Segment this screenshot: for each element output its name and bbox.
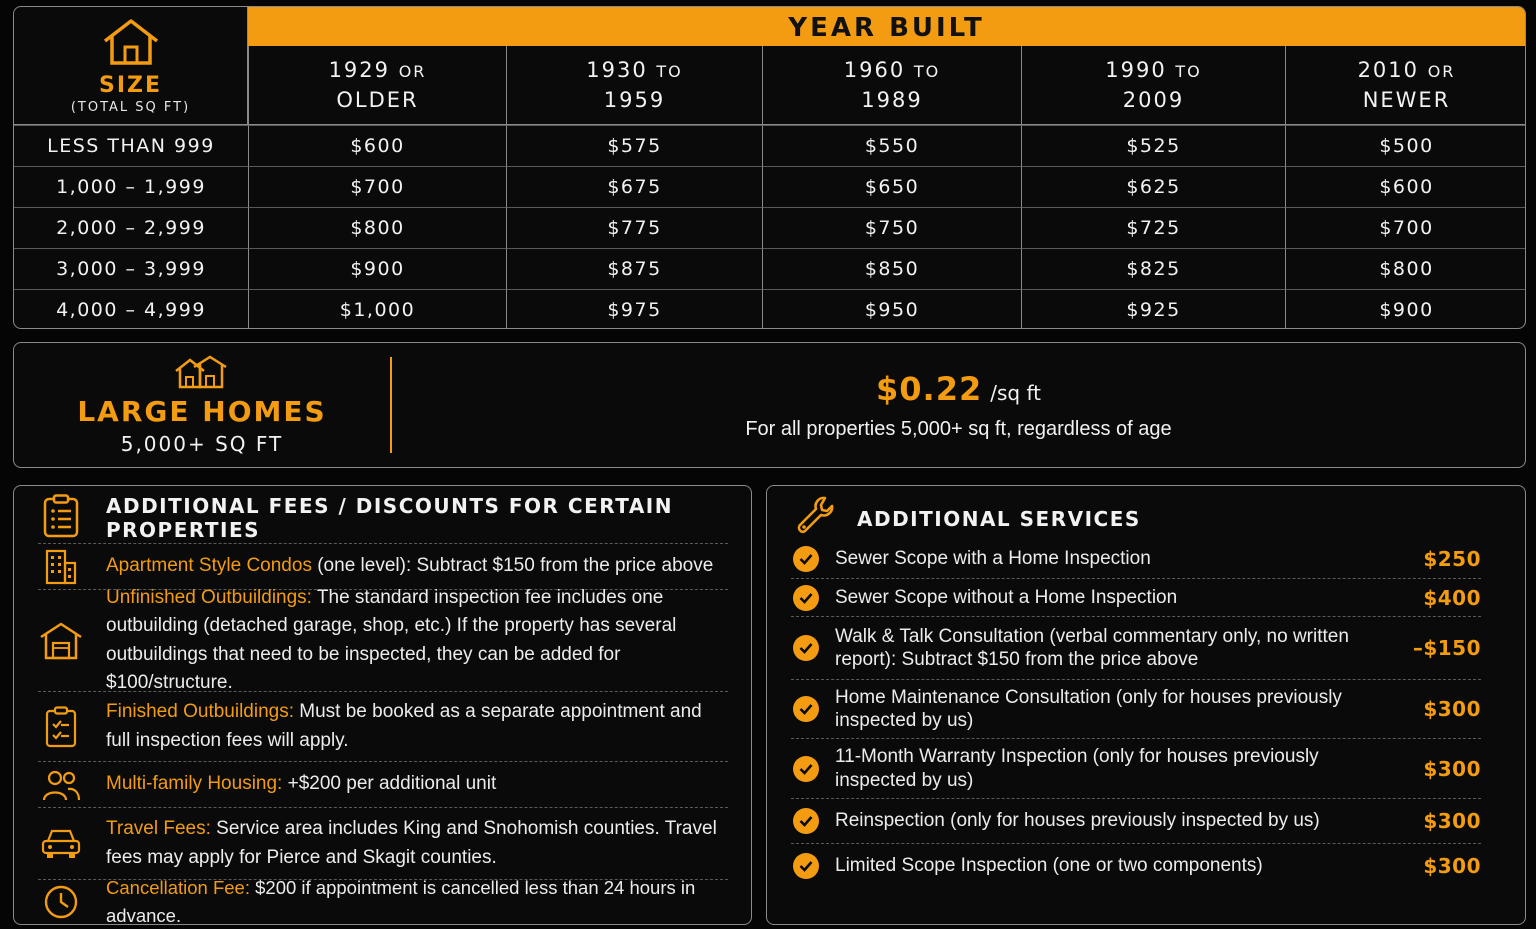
people-icon [38, 768, 84, 802]
check-circle-icon [793, 756, 819, 782]
service-item [791, 738, 1481, 798]
garage-icon [38, 621, 84, 661]
price-cell: $525 [1021, 125, 1285, 166]
service-price: –$150 [1412, 636, 1481, 660]
year-built-header: YEAR BUILT [248, 7, 1525, 46]
fee-item: Multi-family Housing: +$200 per additional unit [38, 761, 728, 807]
size-range-cell: 1,000 – 1,999 [14, 166, 248, 207]
price-cell: $700 [1285, 207, 1526, 248]
price-cell: $875 [506, 248, 762, 289]
additional-fees-panel [13, 485, 752, 925]
size-title: SIZE [98, 72, 162, 98]
size-header [14, 7, 248, 125]
car-icon [38, 827, 84, 861]
fee-item: Unfinished Outbuildings: The standard inspection fee includes one outbuilding (detached garage, shop, etc.) If the property has several outbuildings that need to be inspected, they can be added for $100/structure. [38, 589, 728, 691]
price-cell: $675 [506, 166, 762, 207]
service-item [791, 578, 1481, 616]
service-item [791, 679, 1481, 738]
price-cell: $500 [1285, 125, 1526, 166]
fee-item: Cancellation Fee: $200 if appointment is cancelled less than 24 hours in advance. [38, 879, 728, 924]
column-header: 1960 TO 1989 [762, 46, 1021, 125]
check-circle-icon [793, 585, 819, 611]
price-cell: $750 [762, 207, 1021, 248]
fee-item: Travel Fees: Service area includes King and Snohomish counties. Travel fees may apply for Pierce and Skagit counties. [38, 807, 728, 879]
service-name: Sewer Scope without a Home Inspection [835, 586, 1178, 608]
size-range-cell: LESS THAN 999 [14, 125, 248, 166]
price-cell: $650 [762, 166, 1021, 207]
size-range-cell: 4,000 – 4,999 [14, 289, 248, 329]
price-cell: $700 [248, 166, 506, 207]
large-homes-label [14, 343, 390, 467]
checklist-icon [38, 706, 84, 748]
house-icon [101, 17, 161, 71]
large-homes-banner [13, 342, 1526, 468]
service-name: Limited Scope Inspection (one or two components) [835, 855, 1263, 877]
services-title: ADDITIONAL SERVICES [857, 507, 1141, 531]
price-cell: $925 [1021, 289, 1285, 329]
service-price: $300 [1423, 854, 1481, 878]
check-circle-icon [793, 696, 819, 722]
column-header: 1990 TO 2009 [1021, 46, 1285, 125]
service-price: $300 [1423, 756, 1481, 781]
price-cell: $600 [248, 125, 506, 166]
large-homes-subtitle: 5,000+ SQ FT [120, 431, 284, 456]
service-name: Walk & Talk Consultation (verbal commentary only, no written report): Subtract $150 from the price above [835, 625, 1349, 670]
price-cell: $725 [1021, 207, 1285, 248]
large-homes-rate-block [392, 343, 1525, 467]
fee-item: Finished Outbuildings: Must be booked as a separate appointment and full inspection fees will apply. [38, 691, 728, 761]
service-item [791, 843, 1481, 888]
large-homes-description: For all properties 5,000+ sq ft, regardless of age [745, 417, 1172, 440]
price-cell: $575 [506, 125, 762, 166]
additional-services-panel [766, 485, 1526, 925]
check-circle-icon [793, 635, 819, 661]
price-cell: $900 [248, 248, 506, 289]
houses-icon [174, 355, 230, 393]
pricing-table [13, 6, 1526, 329]
large-homes-unit: /sq ft [990, 380, 1041, 405]
service-price: $250 [1423, 547, 1481, 571]
check-circle-icon [793, 808, 819, 834]
size-range-cell: 2,000 – 2,999 [14, 207, 248, 248]
price-cell: $900 [1285, 289, 1526, 329]
large-homes-title: LARGE HOMES [77, 394, 327, 428]
service-name: Reinspection (only for houses previously inspected by us) [835, 810, 1320, 832]
column-header: 1929 OR OLDER [248, 46, 506, 125]
service-name: Home Maintenance Consultation (only for houses previously inspected by us) [835, 686, 1342, 731]
service-item [791, 798, 1481, 843]
large-homes-rate: $0.22 [876, 369, 983, 408]
service-price: $400 [1423, 585, 1481, 610]
service-item [791, 540, 1481, 578]
price-cell: $600 [1285, 166, 1526, 207]
price-cell: $1,000 [248, 289, 506, 329]
column-header: 2010 OR NEWER [1285, 46, 1526, 125]
price-cell: $800 [248, 207, 506, 248]
size-subtitle: (TOTAL SQ FT) [70, 99, 191, 115]
service-name: 11-Month Warranty Inspection (only for houses previously inspected by us) [835, 746, 1319, 791]
check-circle-icon [793, 853, 819, 879]
check-circle-icon [793, 546, 819, 572]
price-cell: $625 [1021, 166, 1285, 207]
fee-item: Apartment Style Condos (one level): Subtract $150 from the price above [38, 543, 728, 589]
wrench-icon [795, 494, 841, 544]
building-icon [38, 549, 84, 585]
price-cell: $775 [506, 207, 762, 248]
fees-title: ADDITIONAL FEES / DISCOUNTS FOR CERTAIN PROPERTIES [106, 494, 673, 542]
price-cell: $550 [762, 125, 1021, 166]
price-cell: $800 [1285, 248, 1526, 289]
price-cell: $850 [762, 248, 1021, 289]
service-price: $300 [1423, 697, 1481, 721]
service-item [791, 616, 1481, 679]
price-cell: $975 [506, 289, 762, 329]
price-cell: $950 [762, 289, 1021, 329]
clock-icon [38, 884, 84, 920]
size-range-cell: 3,000 – 3,999 [14, 248, 248, 289]
service-name: Sewer Scope with a Home Inspection [835, 548, 1151, 570]
price-cell: $825 [1021, 248, 1285, 289]
clipboard-icon [42, 494, 80, 542]
service-price: $300 [1423, 809, 1481, 833]
column-header: 1930 TO 1959 [506, 46, 762, 125]
